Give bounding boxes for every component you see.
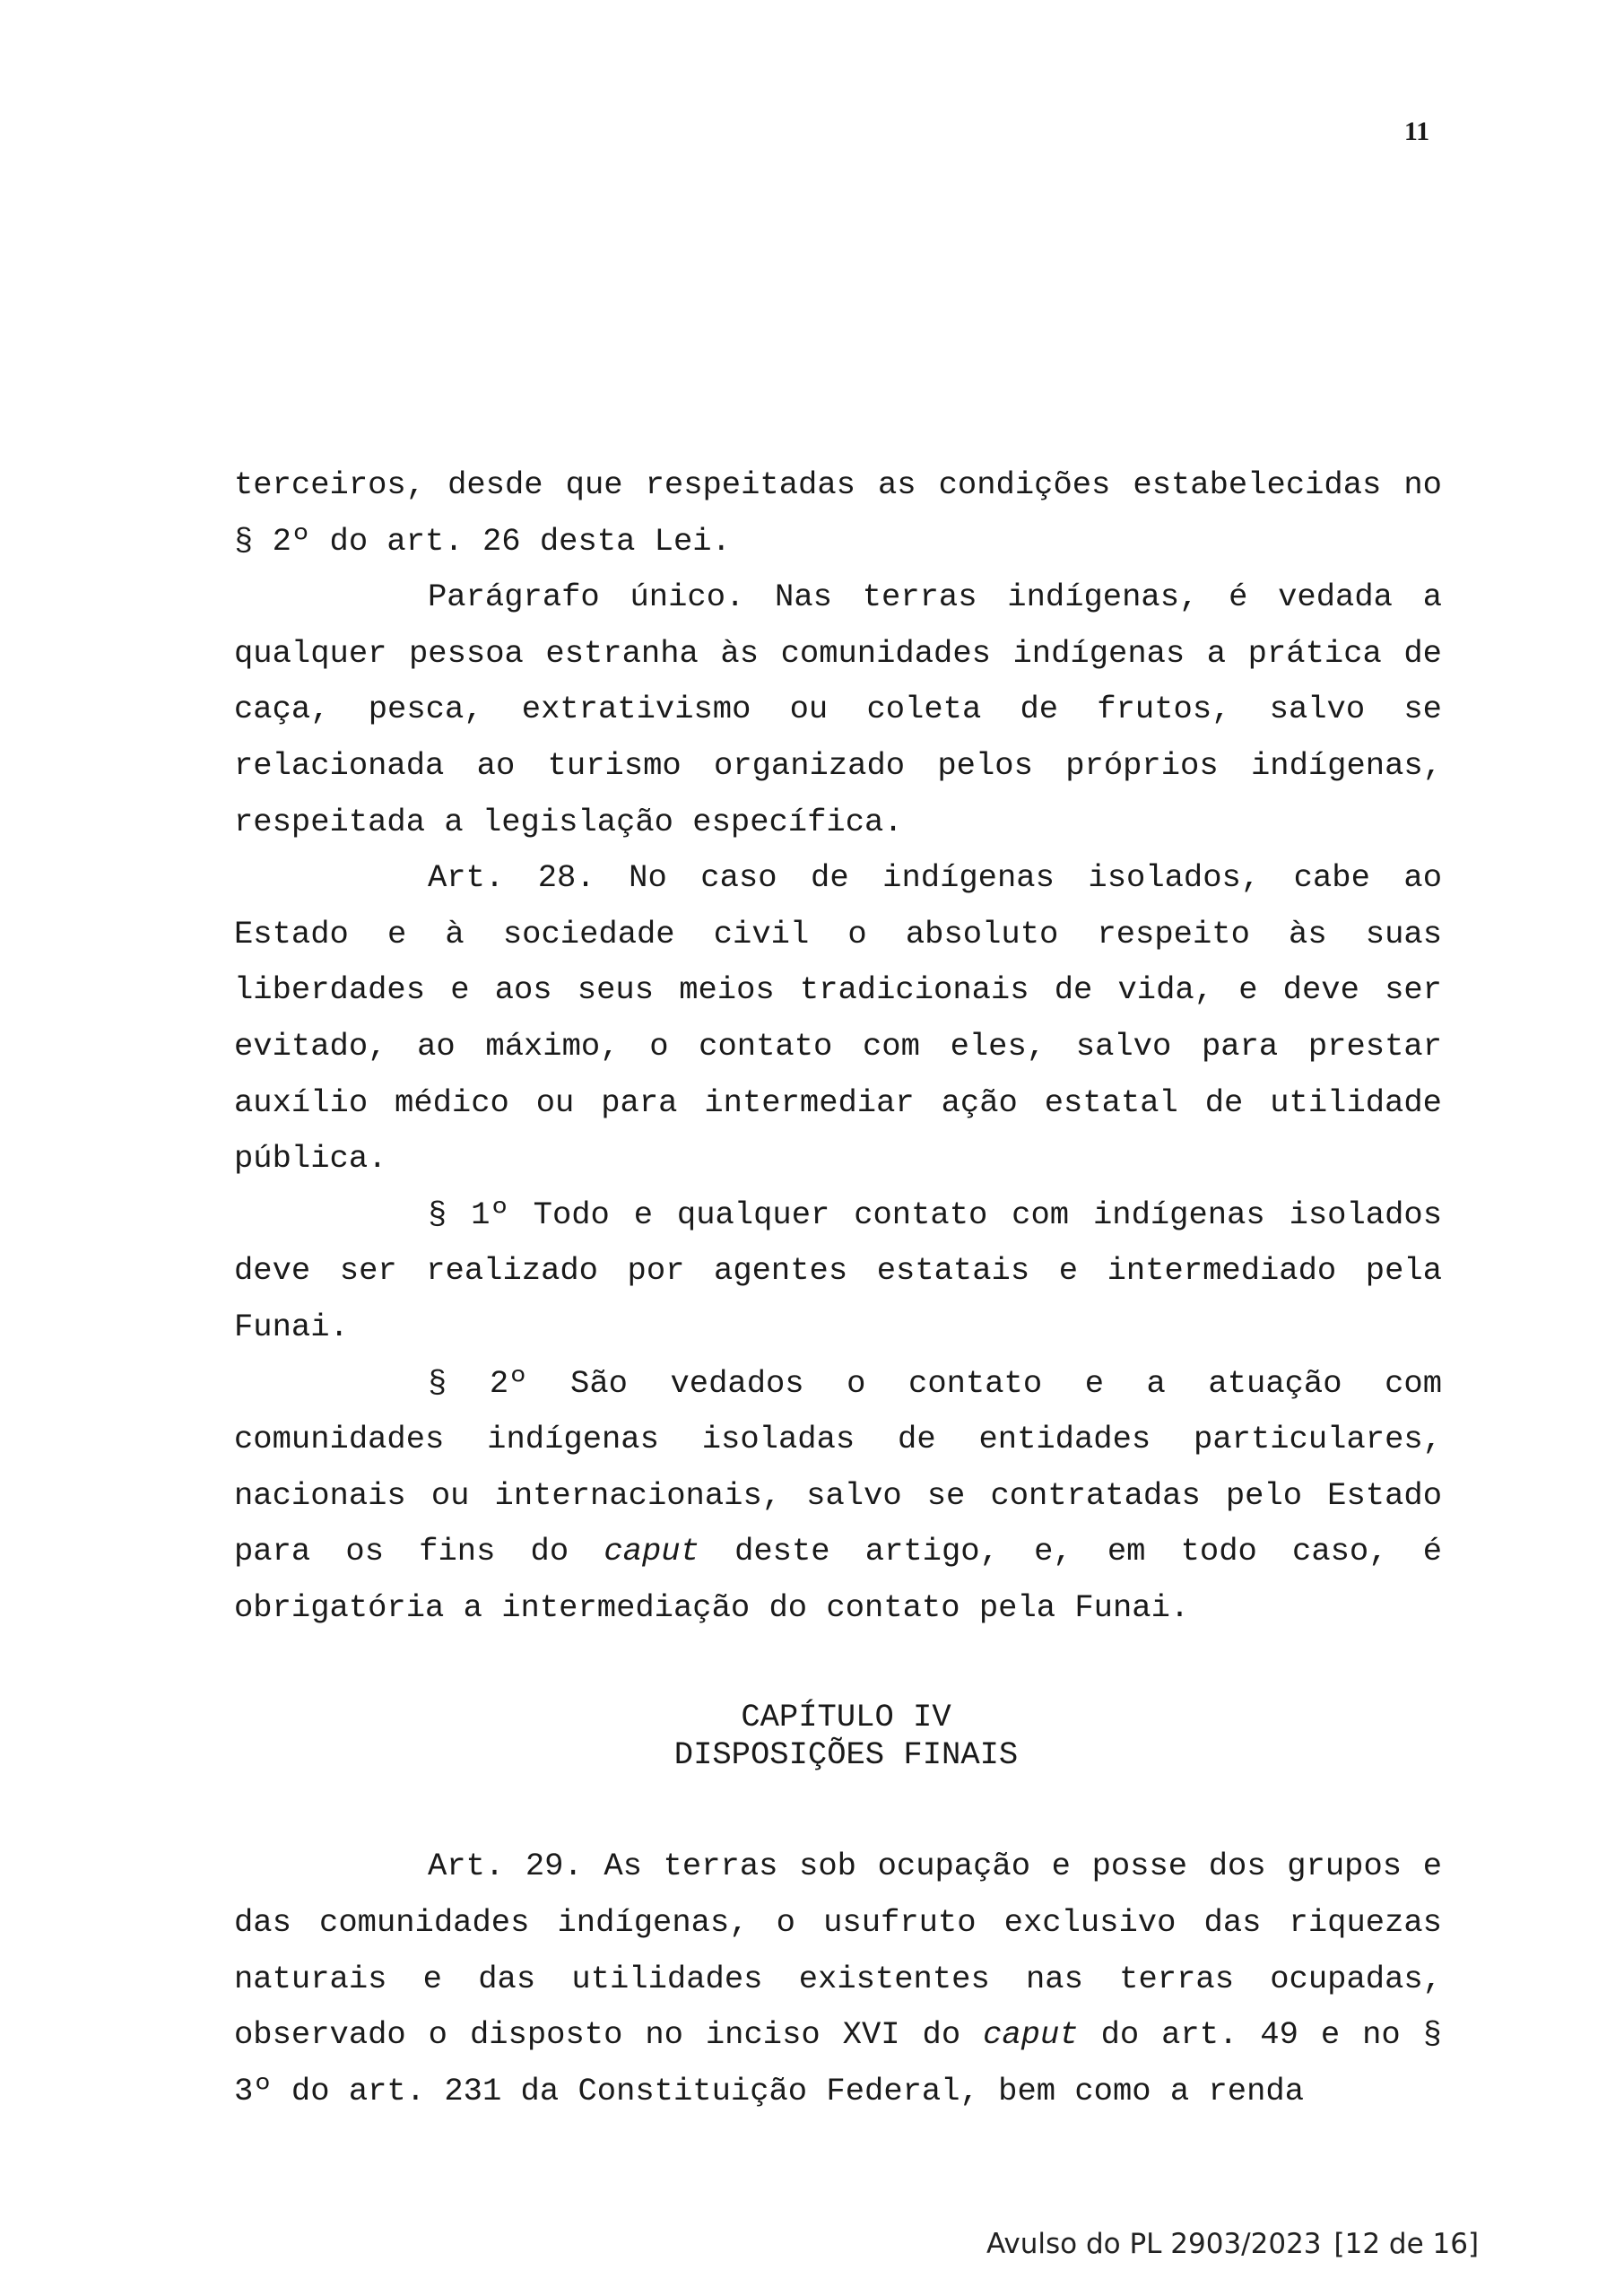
paragraph-continuation: terceiros, desde que respeitadas as condições estabelecidas no § 2º do art. 26 desta Lei.	[234, 466, 1442, 560]
article-28-paragraph-2	[234, 1356, 1442, 1637]
article-28-paragraph-2-text-a: § 2º São vedados o contato e a atuação com comunidades indígenas isoladas de entidades particulares, nacionais ou internacionais, salvo se contratadas pelo Estado para os fins do	[234, 1364, 1442, 1570]
footer-page-count: [12 de 16]	[1333, 2228, 1480, 2260]
article-29-text-a: Art. 29. As terras sob ocupação e posse dos grupos e das comunidades indígenas, o usufruto exclusivo das riquezas naturais e das utilidades existentes nas terras ocupadas, observado o disposto no inciso XVI do	[234, 1848, 1442, 2054]
article-29-text-b: do art. 49 e no § 3º do art. 231 da Constituição Federal, bem como a renda	[234, 2016, 1442, 2109]
article-28-paragraph-2-text-b: deste artigo, e, em todo caso, é obrigatória a intermediação do contato pela Funai.	[234, 1533, 1443, 1626]
caput-italic: caput	[604, 1533, 699, 1570]
footer	[986, 2228, 1524, 2260]
chapter-title: CAPÍTULO IV	[741, 1699, 951, 1736]
article-28-paragraph-1: § 1º Todo e qualquer contato com indígenas isolados deve ser realizado por agentes estatais e intermediado pela Funai.	[234, 1196, 1442, 1345]
article-28: Art. 28. No caso de indígenas isolados, cabe ao Estado e à sociedade civil o absoluto respeito às suas liberdades e aos seus meios tradicionais de vida, e deve ser evitado, ao máximo, o contato com eles, salvo para prestar auxílio médico ou para intermediar ação estatal de utilidade pública.	[234, 859, 1442, 1178]
paragraph-unico: Parágrafo único. Nas terras indígenas, é vedada a qualquer pessoa estranha às comunidades indígenas a prática de caça, pesca, extrativismo ou coleta de frutos, salvo se relacionada ao turismo organizado pelos próprios indígenas, respeitada a legislação específica.	[234, 578, 1442, 840]
caput-italic: caput	[983, 2016, 1079, 2054]
chapter-heading	[234, 1699, 1442, 1774]
page-number: 11	[1403, 117, 1430, 146]
article-29	[234, 1839, 1442, 2119]
document-body	[234, 457, 1442, 2119]
chapter-subtitle: DISPOSIÇÕES FINAIS	[673, 1736, 1019, 1774]
footer-doc-ref: Avulso do PL 2903/2023	[986, 2228, 1322, 2260]
